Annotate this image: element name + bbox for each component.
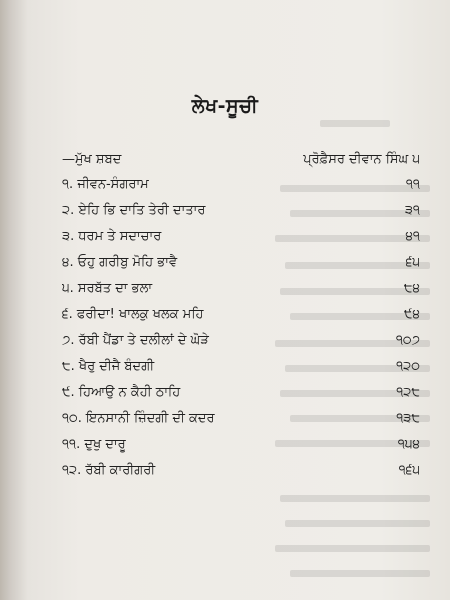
toc-entry-label: ੧੦. ਇਨਸਾਨੀ ਜ਼ਿੰਦਗੀ ਦੀ ਕਦਰ [62,411,215,426]
toc-entry [62,173,420,197]
intro-author-page: ਪ੍ਰੋਫ਼ੈਸਰ ਦੀਵਾਨ ਸਿੰਘ ੫ [303,152,420,167]
toc-entry-label: ੬. ਫਰੀਦਾ! ਖਾਲਕੁ ਖਲਕ ਮਹਿ [62,307,204,322]
toc-entry [62,355,420,379]
toc-entry-label: ੩. ਧਰਮ ਤੇ ਸਦਾਚਾਰ [62,229,162,244]
toc-entry-page: ੬੫ [405,255,420,270]
toc-entry [62,303,420,327]
toc-entry-page: ੧੩੮ [396,411,420,426]
toc-entry-label: ੨. ਏਹਿ ਭਿ ਦਾਤਿ ਤੇਰੀ ਦਾਤਾਰ [62,203,206,218]
toc-entry-label: ੪. ਓਹੁ ਗਰੀਬੁ ਮੋਹਿ ਭਾਵੈ [62,255,178,270]
toc-entry-page: ੪੧ [405,229,420,244]
toc-entry-page: ੯੪ [403,307,420,322]
toc-entry [62,381,420,405]
toc-entry [62,329,420,353]
toc-entry-label: ੭. ਰੱਬੀ ਪੈਂਡਾ ਤੇ ਦਲੀਲਾਂ ਦੇ ਘੋੜੇ [62,333,209,348]
toc-entry-page: ੧੨੮ [396,385,420,400]
toc-entry-label: ੧. ਜੀਵਨ-ਸੰਗਰਾਮ [62,177,149,192]
toc-entry [62,277,420,301]
toc-entry-page: ੧੨੦ [396,359,420,374]
toc-entry [62,199,420,223]
page-title: ਲੇਖ-ਸੂਚੀ [191,95,259,117]
toc-entry [62,459,420,483]
toc-entry [62,251,420,275]
intro-label: —ਮੁੱਖ ਸ਼ਬਦ [62,152,122,167]
toc-entry-page: ੮੪ [403,281,420,296]
toc-entry-page: ੧੬੫ [398,463,420,478]
toc-entry-page: ੩੧ [404,203,420,218]
toc-entry-label: ੧੨. ਰੱਬੀ ਕਾਰੀਗਰੀ [62,463,156,478]
toc-entry-label: ੮. ਖੈਰੁ ਦੀਜੈ ਬੰਦਗੀ [62,359,155,374]
toc-entry-page: ੧੦੭ [395,333,420,348]
toc-entry-label: ੧੧. ਦੁਖੁ ਦਾਰੂ [62,437,126,452]
toc-entry-page: ੧੧ [405,177,420,192]
toc-entry [62,407,420,431]
toc-entry-label: ੯. ਹਿਆਉ ਨ ਕੈਹੀ ਠਾਹਿ [62,385,181,400]
toc-entry-page: ੧੫੪ [397,437,420,452]
toc-entry [62,225,420,249]
toc-entry [62,433,420,457]
toc-entry-label: ੫. ਸਰਬੱਤ ਦਾ ਭਲਾ [62,281,153,296]
toc-intro-row [62,148,420,172]
